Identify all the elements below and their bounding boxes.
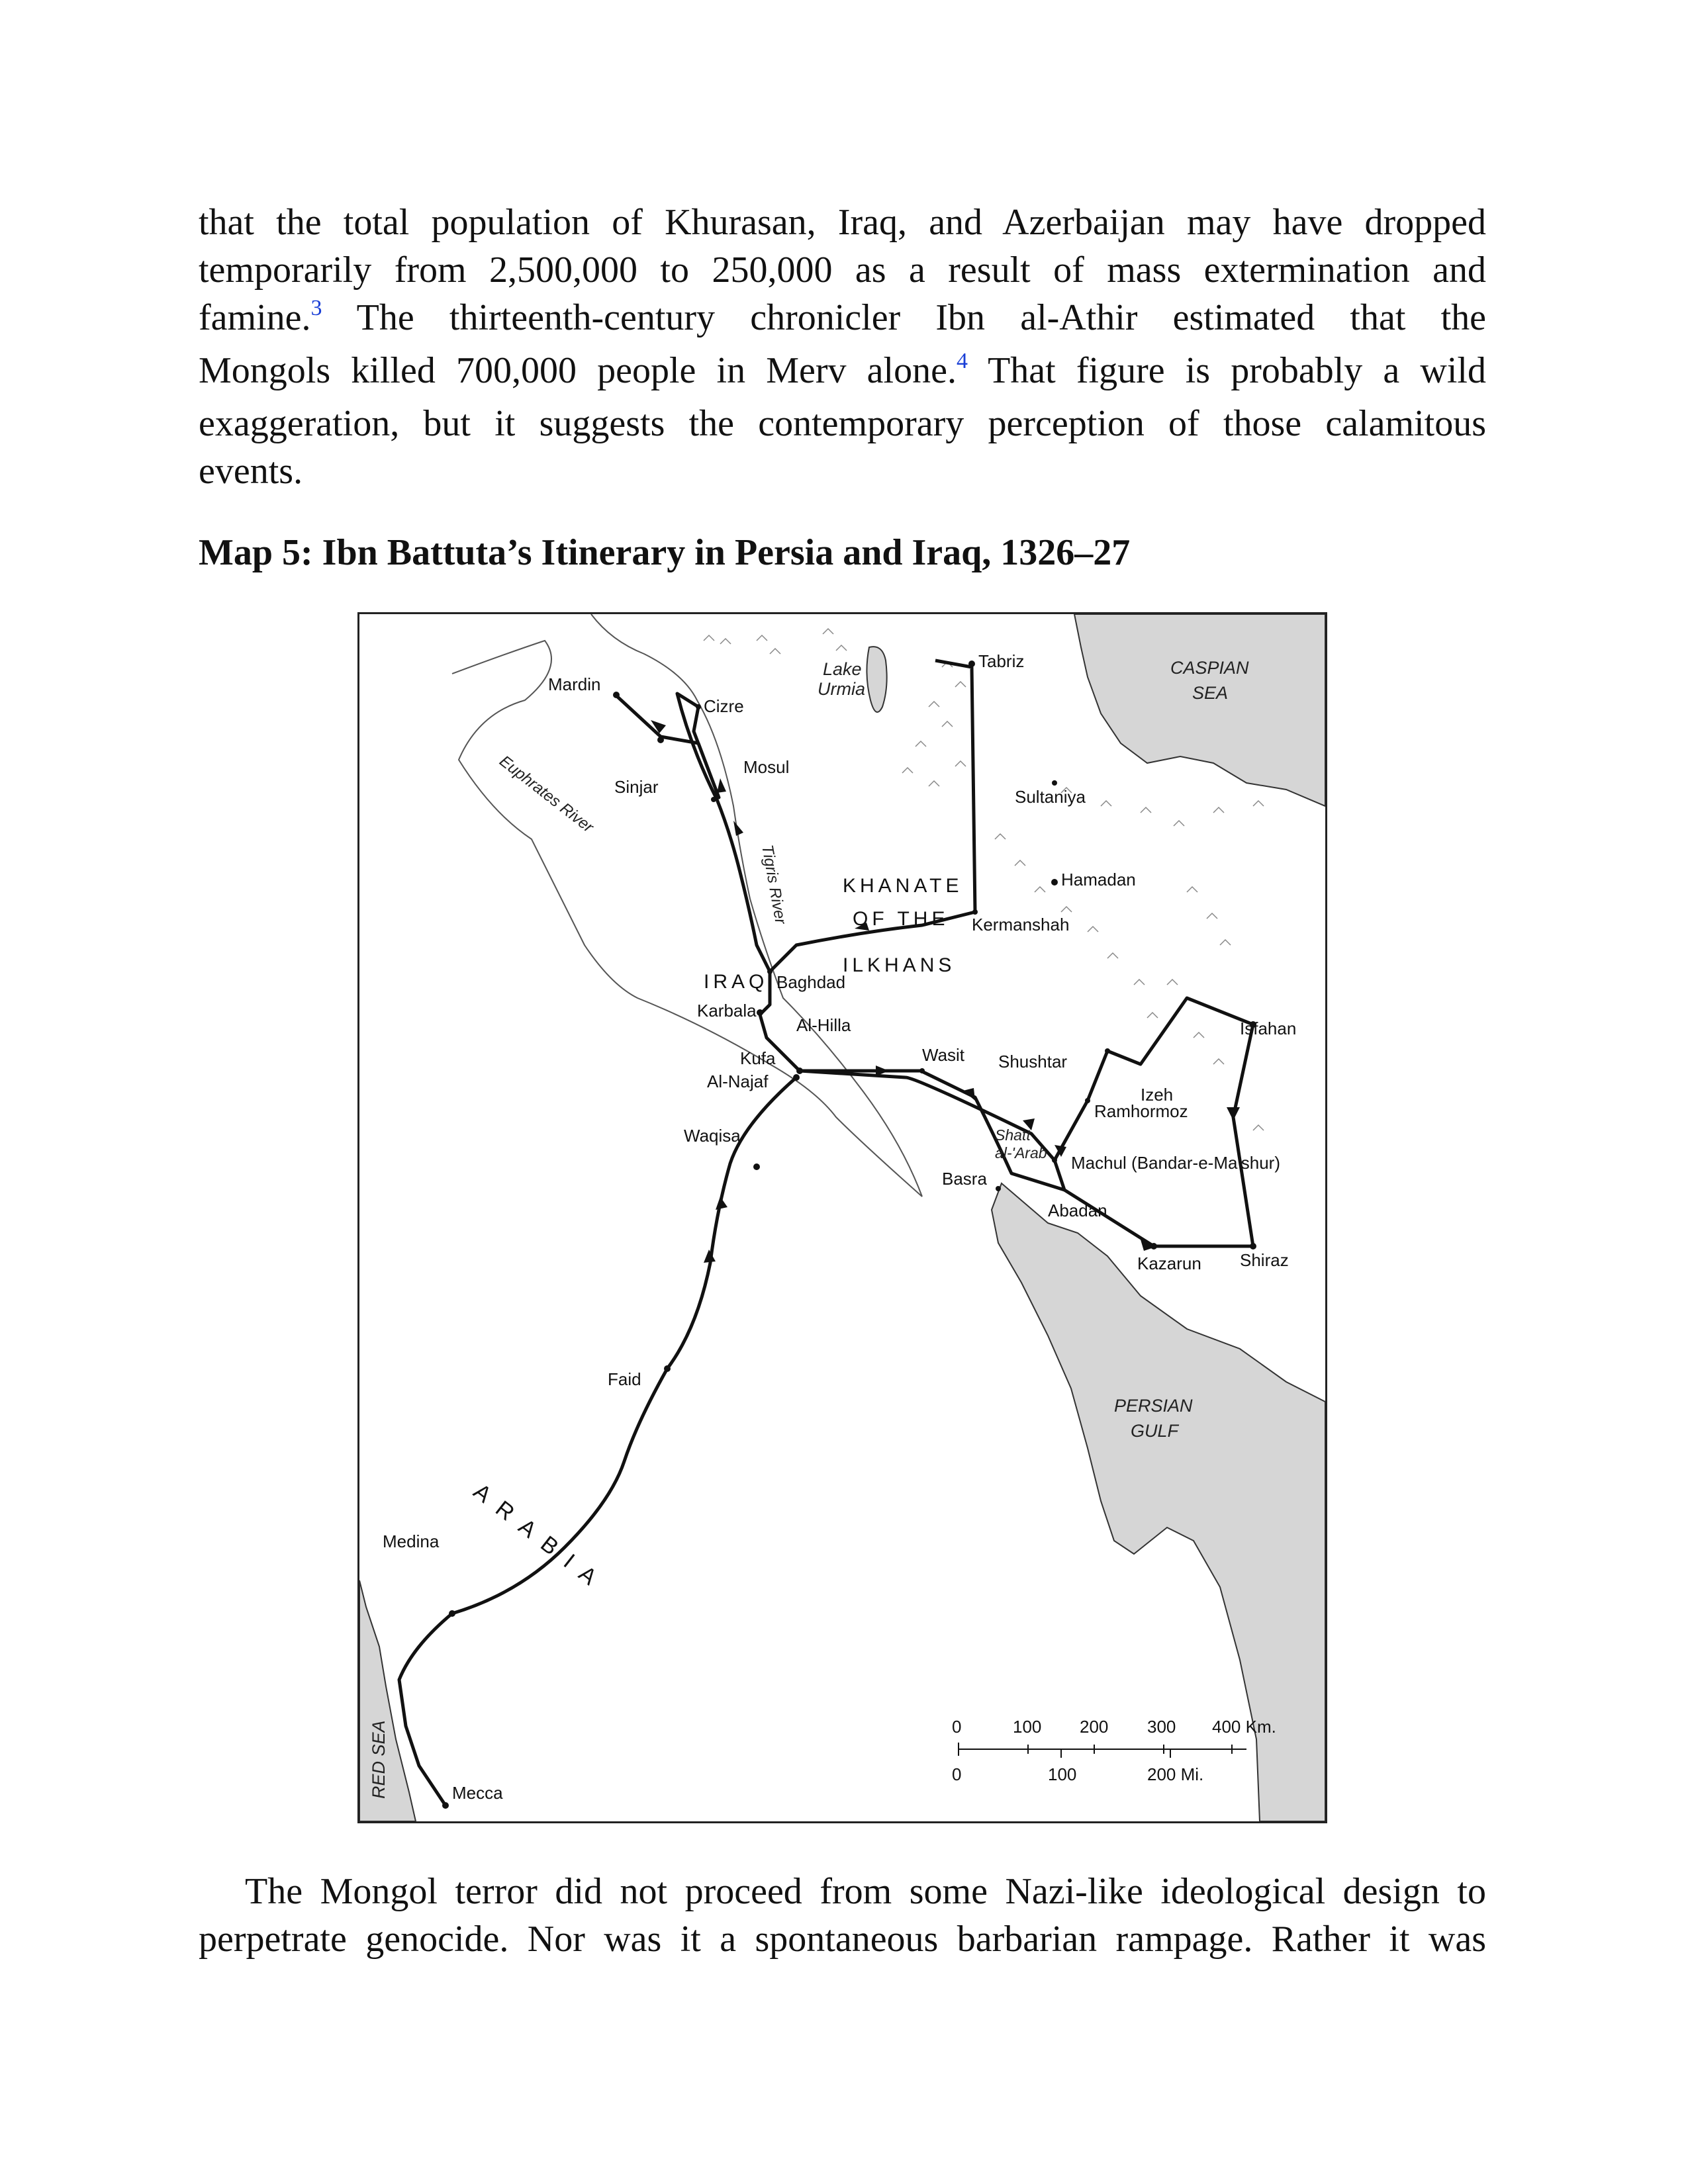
- place-wasit: Wasit: [922, 1045, 965, 1065]
- place-baghdad: Baghdad: [776, 972, 846, 992]
- red-sea-label: RED SEA: [369, 1720, 389, 1799]
- place-kufa: Kufa: [740, 1048, 776, 1068]
- place-kazarun: Kazarun: [1137, 1253, 1201, 1273]
- place-shiraz: Shiraz: [1240, 1250, 1289, 1270]
- text-fragment: That figure is probably a wild: [967, 350, 1486, 391]
- persian-gulf-label: GULF: [1131, 1421, 1179, 1441]
- place-waqisa: Waqisa: [684, 1126, 741, 1146]
- khanate-label: KHANATE: [843, 875, 963, 897]
- map-svg: [359, 614, 1325, 1821]
- scale-km-tick: 400 Km.: [1212, 1717, 1276, 1737]
- footnote-link[interactable]: 4: [956, 349, 968, 373]
- caspian-sea-label: SEA: [1192, 683, 1229, 703]
- place-cizre: Cizre: [704, 696, 744, 716]
- text-line: [199, 294, 1486, 347]
- khanate-label: ILKHANS: [843, 954, 956, 976]
- place-kermanshah: Kermanshah: [972, 915, 1070, 934]
- text-line: temporarily from 2,500,000 to 250,000 as a result of mass extermination and: [199, 250, 1486, 291]
- text-line: [199, 347, 1486, 400]
- place-izeh: Izeh: [1141, 1085, 1174, 1105]
- place-sinjar: Sinjar: [614, 777, 659, 797]
- place-shushtar: Shushtar: [998, 1052, 1068, 1071]
- scale-km-tick: 0: [952, 1717, 962, 1737]
- place-karbala: Karbala: [697, 1001, 757, 1021]
- place-hamadan: Hamadan: [1061, 870, 1136, 889]
- scale-km-tick: 100: [1013, 1717, 1042, 1737]
- lake-urmia-label: Lake: [823, 659, 862, 679]
- bottom-paragraph: [199, 1868, 1486, 1963]
- text-line: exaggeration, but it suggests the contemporary perception of those calamitous: [199, 403, 1486, 444]
- place-abadan: Abadan: [1048, 1201, 1107, 1220]
- lake-urmia: [867, 647, 886, 712]
- euphrates-river-label: Euphrates River: [496, 752, 597, 837]
- tigris-river-label: Tigris River: [758, 843, 790, 926]
- place-faid: Faid: [608, 1369, 641, 1389]
- place-basra: Basra: [942, 1169, 987, 1189]
- text-line: events.: [199, 451, 303, 492]
- lake-urmia-label: Urmia: [818, 679, 865, 699]
- place-medina: Medina: [383, 1531, 440, 1551]
- shatt-al-arab-label: al-'Arab: [995, 1144, 1047, 1161]
- scale-mi-tick: 200 Mi.: [1147, 1764, 1204, 1784]
- shatt-al-arab-label: Shatt: [995, 1126, 1031, 1144]
- arabia-label: A R A B I A: [469, 1479, 605, 1593]
- scale-mi-tick: 0: [952, 1764, 962, 1784]
- top-paragraph: [199, 199, 1486, 495]
- place-mardin: Mardin: [548, 674, 601, 694]
- place-al-najaf: Al-Najaf: [707, 1071, 769, 1091]
- scale-km-tick: 200: [1080, 1717, 1109, 1737]
- khanate-label: OF THE: [853, 908, 949, 930]
- footnote-link[interactable]: 3: [310, 296, 322, 320]
- map-heading: Map 5: Ibn Battuta’s Itinerary in Persia and Iraq, 1326–27: [199, 532, 1131, 573]
- place-tabriz: Tabriz: [978, 651, 1025, 671]
- text-fragment: The thirteenth-century chronicler Ibn al-Athir estimated that the: [322, 297, 1486, 338]
- place-mosul: Mosul: [743, 757, 790, 777]
- itinerary-route: [399, 660, 1253, 1805]
- place-machul: Machul (Bandar-e-Ma’shur): [1071, 1153, 1280, 1173]
- caspian-sea: [1074, 614, 1325, 806]
- place-ramhormoz: Ramhormoz: [1094, 1101, 1188, 1121]
- text-line: that the total population of Khurasan, Iraq, and Azerbaijan may have dropped: [199, 202, 1486, 243]
- place-sultaniya: Sultaniya: [1015, 787, 1086, 807]
- caspian-sea-label: CASPIAN: [1170, 658, 1249, 678]
- place-al-hilla: Al-Hilla: [796, 1015, 851, 1035]
- persian-gulf-label: PERSIAN: [1114, 1396, 1193, 1416]
- text-fragment: famine.: [199, 297, 311, 338]
- scale-km-tick: 300: [1147, 1717, 1176, 1737]
- place-mecca: Mecca: [452, 1783, 503, 1803]
- place-isfahan: Isfahan: [1240, 1019, 1297, 1038]
- iraq-label: IRAQ: [704, 971, 769, 993]
- text-line: perpetrate genocide. Nor was it a spontaneous barbarian rampage. Rather it was: [199, 1919, 1486, 1960]
- text-fragment: Mongols killed 700,000 people in Merv alone.: [199, 350, 957, 391]
- map-scale-bar: [952, 1717, 1276, 1784]
- map-figure: [357, 612, 1327, 1823]
- scale-mi-tick: 100: [1048, 1764, 1077, 1784]
- text-line: The Mongol terror did not proceed from some Nazi-like ideological design to: [245, 1871, 1486, 1912]
